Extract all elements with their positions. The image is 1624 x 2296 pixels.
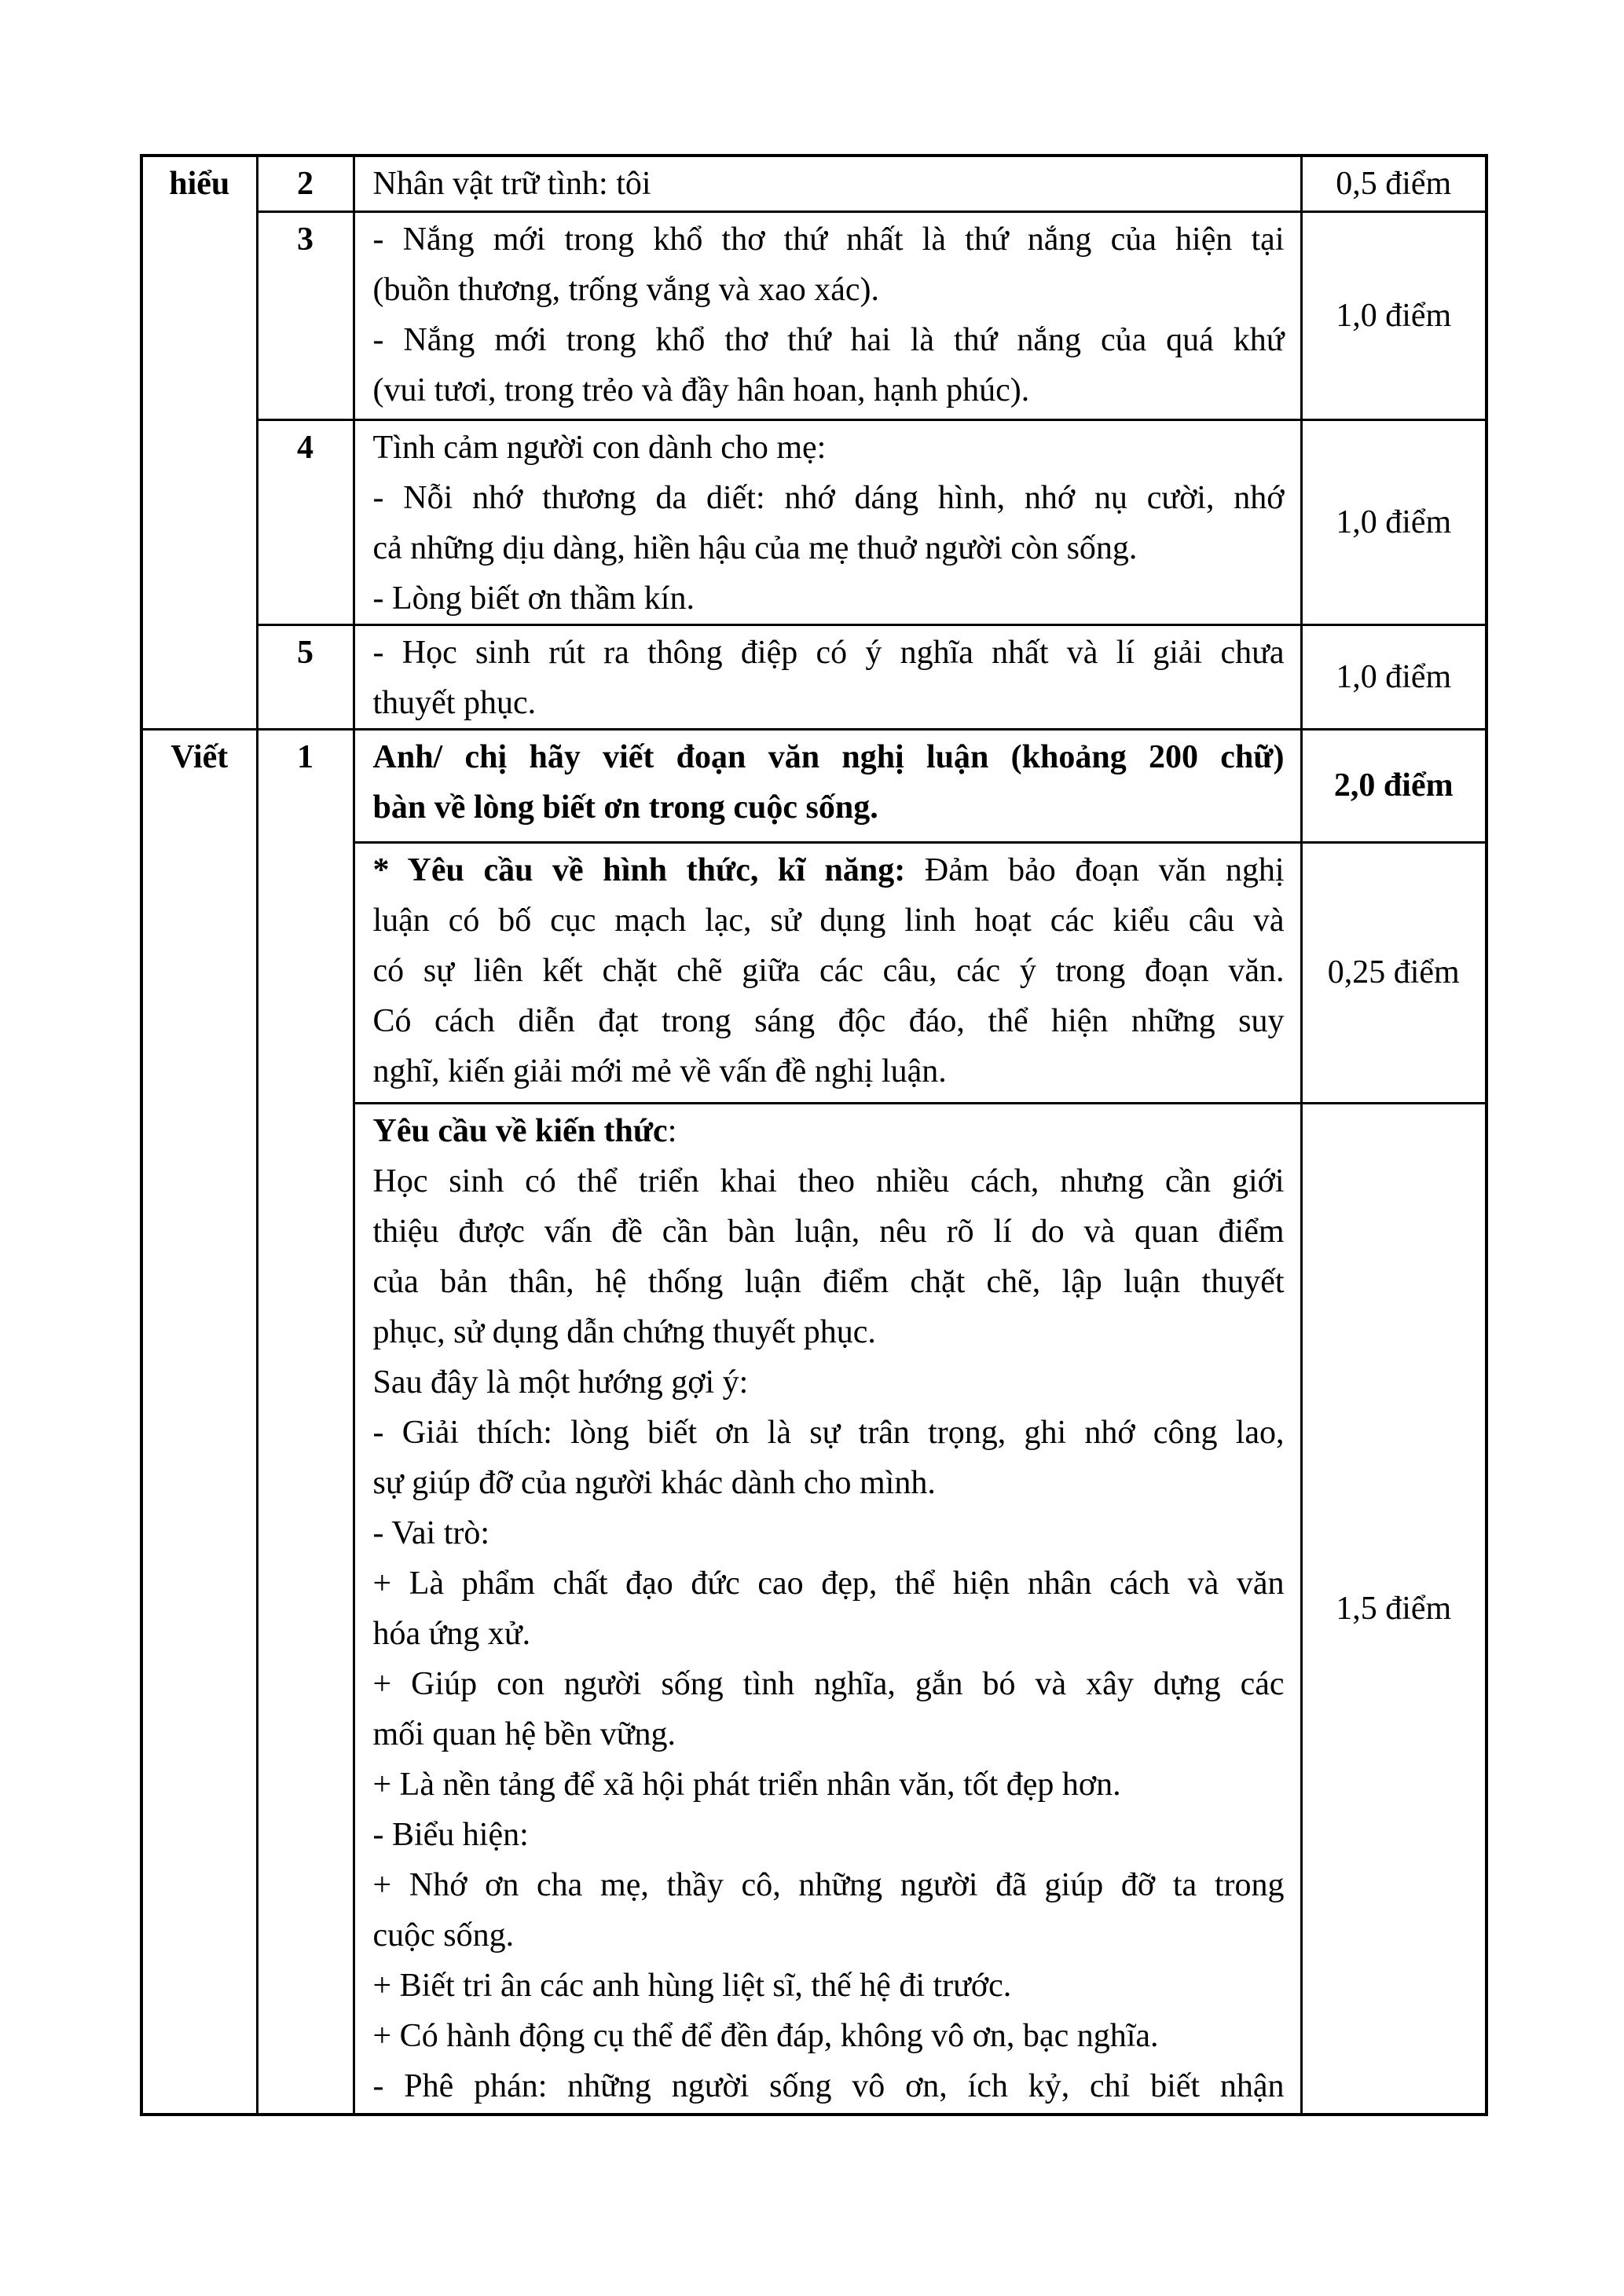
content-line: cả những dịu dàng, hiền hậu của mẹ thuở người còn sống. <box>372 529 1138 566</box>
question-number-cell: 3 <box>257 211 354 419</box>
content-line: thiệu được vấn đề cần bàn luận, nêu rõ lí do và quan điểm <box>372 1213 1285 1250</box>
content-line: + Giúp con người sống tình nghĩa, gắn bó và xây dựng các <box>372 1665 1285 1702</box>
content-line: nghĩ, kiến giải mới mẻ về vấn đề nghị luận. <box>372 1053 947 1089</box>
content-line: - Phê phán: những người sống vô ơn, ích kỷ, chỉ biết nhận <box>372 2067 1285 2104</box>
content-line: luận có bố cục mạch lạc, sử dụng linh hoạt các kiểu câu và <box>372 902 1285 939</box>
content-line: - Nỗi nhớ thương da diết: nhớ dáng hình, nhớ nụ cười, nhớ <box>372 479 1285 516</box>
content-line: Học sinh có thể triển khai theo nhiều cách, nhưng cần giới <box>372 1163 1285 1199</box>
content-line: + Nhớ ơn cha mẹ, thầy cô, những người đã giúp đỡ ta trong <box>372 1866 1285 1903</box>
content-line: + Biết tri ân các anh hùng liệt sĩ, thế hệ đi trước. <box>372 1967 1012 2004</box>
content-line: - Lòng biết ơn thầm kín. <box>372 580 695 617</box>
content-line: Anh/ chị hãy viết đoạn văn nghị luận (khoảng 200 chữ) <box>372 738 1285 775</box>
content-line: bàn về lòng biết ơn trong cuộc sống. <box>372 789 878 826</box>
content-line: cuộc sống. <box>372 1917 515 1954</box>
points-cell: 1,0 điểm <box>1301 624 1487 729</box>
content-line: - Biểu hiện: <box>372 1816 529 1853</box>
content-line: Sau đây là một hướng gợi ý: <box>372 1364 749 1401</box>
content-line: + Là nền tảng để xã hội phát triển nhân văn, tốt đẹp hơn. <box>372 1766 1121 1803</box>
content-line: của bản thân, hệ thống luận điểm chặt chẽ, lập luận thuyết <box>372 1263 1285 1300</box>
rubric-table-body <box>141 156 1487 2115</box>
points-cell: 1,5 điểm <box>1301 1103 1487 2115</box>
content-cell <box>354 1103 1301 2115</box>
content-line: Tình cảm người con dành cho mẹ: <box>372 429 827 466</box>
content-line: - Vai trò: <box>372 1514 490 1551</box>
section-cell: hiểu <box>141 156 257 729</box>
question-number-cell: 2 <box>257 156 354 211</box>
table-row <box>141 156 1487 211</box>
points-cell: 0,25 điểm <box>1301 842 1487 1103</box>
points-cell: 0,5 điểm <box>1301 156 1487 211</box>
content-line: - Nắng mới trong khổ thơ thứ nhất là thứ nắng của hiện tại <box>372 221 1285 258</box>
content-cell <box>354 156 1301 211</box>
table-row <box>141 211 1487 419</box>
content-line: có sự liên kết chặt chẽ giữa các câu, các ý trong đoạn văn. <box>372 952 1285 989</box>
content-line: phục, sử dụng dẫn chứng thuyết phục. <box>372 1313 876 1350</box>
content-line: - Giải thích: lòng biết ơn là sự trân trọng, ghi nhớ công lao, <box>372 1414 1285 1451</box>
content-line: - Nắng mới trong khổ thơ thứ hai là thứ nắng của quá khứ <box>372 321 1285 358</box>
content-line: Có cách diễn đạt trong sáng độc đáo, thể hiện những suy <box>372 1002 1285 1039</box>
question-number-cell: 1 <box>257 729 354 2115</box>
content-line: thuyết phục. <box>372 684 537 721</box>
points-cell: 2,0 điểm <box>1301 729 1487 842</box>
content-cell <box>354 419 1301 624</box>
content-cell <box>354 842 1301 1103</box>
content-line: - Học sinh rút ra thông điệp có ý nghĩa nhất và lí giải chưa <box>372 634 1285 671</box>
content-cell <box>354 211 1301 419</box>
question-number-cell: 5 <box>257 624 354 729</box>
content-line: sự giúp đỡ của người khác dành cho mình. <box>372 1464 936 1501</box>
points-cell: 1,0 điểm <box>1301 211 1487 419</box>
table-row <box>141 729 1487 842</box>
content-cell <box>354 729 1301 842</box>
content-line: + Có hành động cụ thể để đền đáp, không vô ơn, bạc nghĩa. <box>372 2017 1159 2054</box>
content-cell <box>354 624 1301 729</box>
points-cell: 1,0 điểm <box>1301 419 1487 624</box>
content-line: hóa ứng xử. <box>372 1615 531 1652</box>
content-line: (vui tươi, trong trẻo và đầy hân hoan, hạnh phúc). <box>372 372 1030 408</box>
section-cell: Viết <box>141 729 257 2115</box>
content-line: Yêu cầu về kiến thức: <box>372 1112 677 1149</box>
grading-rubric-table <box>140 154 1488 2116</box>
content-line: * Yêu cầu về hình thức, kĩ năng: Đảm bảo đoạn văn nghị <box>372 851 1285 888</box>
table-row <box>141 624 1487 729</box>
table-row <box>141 419 1487 624</box>
content-line: Nhân vật trữ tình: tôi <box>372 166 651 202</box>
content-line: mối quan hệ bền vững. <box>372 1716 676 1752</box>
content-line: + Là phẩm chất đạo đức cao đẹp, thể hiện nhân cách và văn <box>372 1565 1285 1602</box>
content-line: (buồn thương, trống vắng và xao xác). <box>372 271 879 308</box>
question-number-cell: 4 <box>257 419 354 624</box>
